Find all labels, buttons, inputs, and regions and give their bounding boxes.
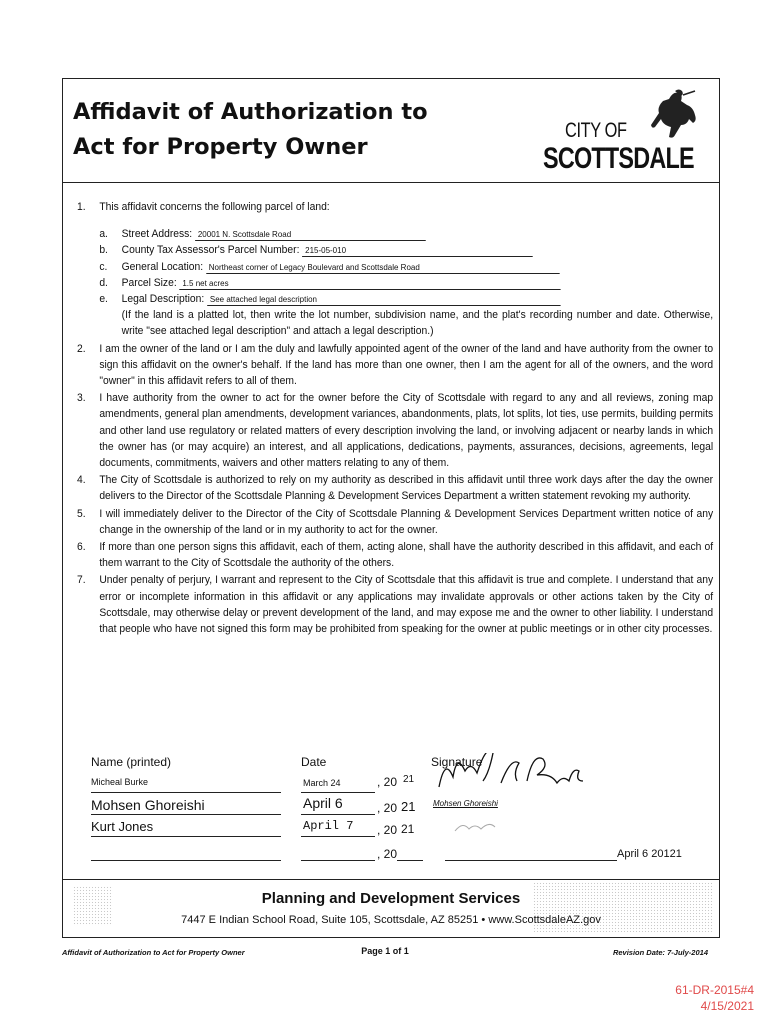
affidavit-body [77, 199, 713, 638]
case-number: 61-DR-2015#4 [675, 983, 754, 997]
form-header [63, 79, 719, 183]
city-logo: CITY OF SCOTTSDALE [541, 89, 713, 181]
field-street-address: a. Street Address: 20001 N. Scottsdale Road [99, 226, 713, 242]
paragraph-7: 7. Under penalty of perjury, I warrant and represent to the City of Scottsdale that this affidavit is true and complete. I understand that any error or incomplete information in this affidavit or any applications may invalidate approvals or other actions taken by the City of Scottsdale, may otherwise delay or prevent development of the land, and may expose me and the owner to other liability. I understand that people who have not signed this form may be prohibited from speaking for the owner at public meetings or in other city processes. [77, 574, 714, 636]
field-general-location: c. General Location: Northeast corner of Legacy Boulevard and Scottsdale Road [99, 259, 713, 275]
legal-description-field[interactable]: See attached legal description [207, 294, 560, 306]
paragraph-3: 3. I have authority from the owner to act for the owner before the City of Scottsdale with regard to any and all reviews, zoning map amendments, general plan amendments, development variances, abandonments, plats, lot splits, lot ties, use permits, building permits and other land use regulatory or related matters of every description involving the land, or involving adjacent or nearby lands in which the owner has (or may acquire) an interest, and all applications, dedications, payments, assurances, decisions, agreements, legal documents, commitments, waivers and other matters relating to any of them. [77, 392, 714, 470]
case-stamp [675, 982, 754, 1014]
field-parcel-size: d. Parcel Size: 1.5 net acres [99, 275, 713, 291]
department-footer [63, 879, 719, 937]
revision-date: Revision Date: 7-July-2014 [612, 948, 708, 957]
signature-field-4[interactable] [445, 843, 617, 861]
name-column-label: Name (printed) [91, 755, 172, 769]
parcel-number-field[interactable]: 215-05-010 [302, 245, 533, 257]
year-field-4[interactable] [397, 843, 423, 861]
parcel-fields [77, 226, 713, 339]
paragraph-1: 1. This affidavit concerns the following parcel of land: [77, 201, 330, 213]
date-field-4[interactable] [301, 843, 375, 861]
signature-column-label: Signature [431, 755, 483, 769]
faint-signature-icon [451, 819, 531, 835]
handwritten-date-note: April 6 20121 [617, 848, 682, 860]
general-location-field[interactable]: Northeast corner of Legacy Boulevard and Scottsdale Road [206, 262, 559, 274]
department-name: Planning and Development Services [261, 890, 521, 907]
form-name-footer: Affidavit of Authorization to Act for Property Owner [62, 948, 245, 957]
department-address: 7447 E Indian School Road, Suite 105, Scottsdale, AZ 85251 • www.ScottsdaleAZ.gov [181, 914, 601, 926]
field-parcel-number: b. County Tax Assessor's Parcel Number: 215-05-010 [99, 242, 713, 258]
page-number: Page 1 of 1 [361, 946, 409, 956]
parcel-size-field[interactable]: 1.5 net acres [180, 278, 561, 290]
paragraph-5: 5. I will immediately deliver to the Director of the City of Scottsdale Planning & Development Services Department written notice of any change in the ownership of the land or in my authority to act for the owner. [77, 507, 714, 536]
handwritten-signature-icon [431, 753, 621, 793]
paragraph-6: 6. If more than one person signs this affidavit, each of them, acting alone, shall have the authority described in this affidavit, and each of them warrant to the City of Scottsdale the authority of the others. [77, 541, 714, 570]
legal-description-note: (If the land is a platted lot, then write the lot number, subdivision name, and the plat's recording number and date. Otherwise, write "see attached legal description" and attach a legal description.) [121, 309, 714, 338]
street-address-field[interactable]: 20001 N. Scottsdale Road [195, 229, 426, 241]
form-title: Affidavit of Authorization to Act for Property Owner [73, 99, 428, 160]
affidavit-form: Affidavit of Authorization to Act for Property Owner CITY OF SCOTTSDALE 1. This affidavit concerns the following parcel of land: a. Street Address: 20001 N. Scottsdale Road b. County Tax Assessor's Parcel Number: 215-05-010 c. General Location: Northeast corner of Legacy Boulevard and Scottsdale Road d. Parcel Size: 1.5 net acres e. Legal Description: See attached legal description (If the land is a platted lot, then write the lot number, subdivision name, and the plat's recording number and date. Otherwise, write "see attached legal description" and attach a legal description.) 2. I am the owner of the land or I am the duly and lawfully appointed agent of the owner of the land and have authority from the owner to sign this affidavit on the owner's behalf. If the land has more than one owner, then I am the agent for all of the owners, and the word "owner" in this affidavit refers to all of them. 3. I have authority from the owner to act for the owner before the City of Scottsdale with regard to any and all reviews, zoning map amendments, general plan amendments, development variances, abandonments, plats, lot splits, lot ties, use permits, building permits and other land use regulatory or related matters of every description involving the land, or involving adjacent or nearby lands in which the owner has (or may acquire) an interest, and all applications, dedications, payments, assurances, decisions, agreements, legal documents, commitments, waivers and other matters relating to any of them. 4. The City of Scottsdale is authorized to rely on my authority as described in this affidavit until three work days after the day the owner delivers to the Director of the Scottsdale Planning & Development Services Department a written statement revoking my authority. 5. I will immediately deliver to the Director of the City of Scottsdale Planning & Development Services Department written notice of any change in the ownership of the land or in my authority to act for the owner. 6. If more than one person signs this affidavit, each of them, acting alone, shall have the authority described in this affidavit, and each of them warrant to the City of Scottsdale the authority of the others. 7. Under penalty of perjury, I warrant and represent to the City of Scottsdale that this affidavit is true and complete. I understand that any error or incomplete information in this affidavit or any applications may invalidate approvals or other actions taken by the City of Scottsdale, may otherwise delay or prevent development of the land, and may expose me and the owner to other liability. I understand that people who have not signed this form may be prohibited from speaking for the owner at public meetings or in other city processes. Name (printed) Date Signature Micheal Burke March 24 , 20 21 Mohsen Ghoreishi April 6 , 20 21 Mohsen Ghoreishi Kurt Jones April 7 , 20 21 , 20 April 6 20121 Planning and Development Services 7447 E Indian School Road, Suite 105, Scottsdale, AZ 85251 • www.ScottsdaleAZ.gov [62, 78, 720, 938]
date-column-label: Date [301, 755, 327, 769]
paragraph-2: 2. I am the owner of the land or I am the duly and lawfully appointed agent of the owner of the land and have authority from the owner to sign this affidavit on the owner's behalf. If the land has more than one owner, then I am the agent for all of the owners, and the word "owner" in this affidavit refers to all of them. [77, 342, 714, 388]
signature-field-1[interactable] [431, 775, 615, 793]
signature-field-3[interactable] [431, 819, 615, 837]
name-field-4[interactable] [91, 843, 281, 861]
field-legal-description: e. Legal Description: See attached legal description [99, 291, 713, 307]
paragraph-4: 4. The City of Scottsdale is authorized to rely on my authority as described in this affidavit until three work days after the day the owner delivers to the Director of the Scottsdale Planning & Development Services Department a written statement revoking my authority. [77, 474, 714, 503]
bronco-rider-icon [629, 89, 709, 147]
stamp-date: 4/15/2021 [700, 999, 754, 1013]
